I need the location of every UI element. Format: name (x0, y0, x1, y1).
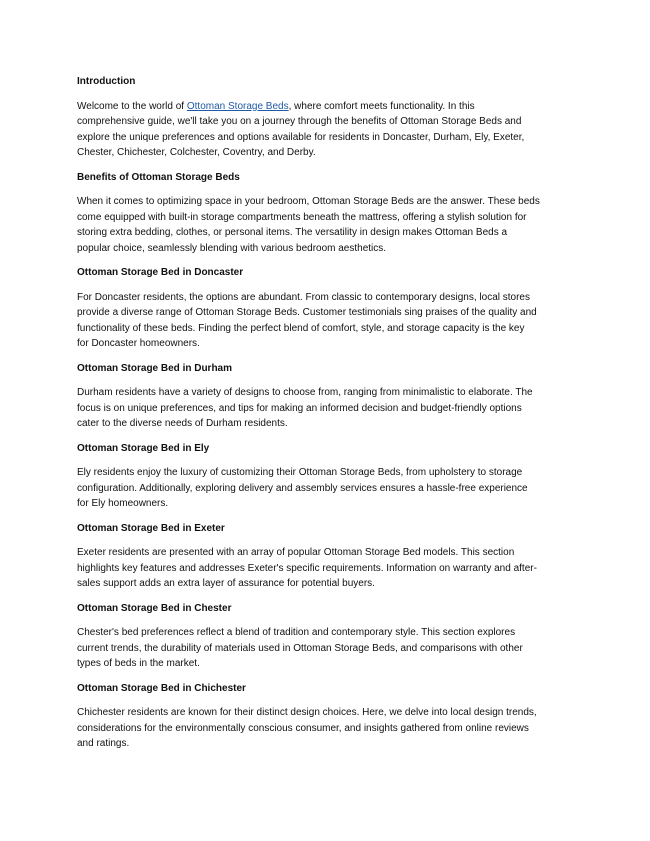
intro-line-2: comprehensive guide, we'll take you on a journey through the benefits of Ottoman Storage Beds and (77, 116, 522, 127)
intro-text-after-link: , where comfort meets functionality. In this (288, 100, 475, 112)
section-paragraph-ely (77, 465, 580, 512)
paragraph-line: focus is on unique preferences, and tips for making an informed decision and budget-friendly options (77, 402, 522, 414)
paragraph-line: Ely residents enjoy the luxury of customizing their Ottoman Storage Beds, from upholstery to storage (77, 467, 523, 478)
paragraph-line: Durham residents have a variety of designs to choose from, ranging from minimalistic to elaborate. The (77, 387, 533, 398)
paragraph-line: types of beds in the market. (77, 658, 200, 669)
intro-text-before-link: Welcome to the world of (77, 100, 187, 112)
paragraph-line: provide a diverse range of Ottoman Storage Beds. Customer testimonials sing praises of the quality and (77, 307, 537, 318)
paragraph-line: current trends, the durability of materials used in Ottoman Storage Beds, and comparisons with other (77, 642, 523, 654)
paragraph-line: cater to the diverse needs of Durham residents. (77, 418, 288, 429)
intro-heading: Introduction (77, 76, 136, 87)
paragraph-line: functionality of these beds. Finding the perfect blend of comfort, style, and storage capacity is the key (77, 322, 525, 334)
paragraph-line: configuration. Additionally, exploring delivery and assembly services ensures a hassle-free experience (77, 482, 528, 494)
paragraph-line: considerations for the environmentally conscious consumer, and insights gathered from online reviews (77, 722, 529, 734)
section-heading-exeter: Ottoman Storage Bed in Exeter (77, 522, 225, 534)
section-heading-chester: Ottoman Storage Bed in Chester (77, 602, 232, 614)
intro-line-3: explore the unique preferences and options available for residents in Doncaster, Durham, Ely, Exeter, (77, 131, 525, 143)
intro-line-1 (77, 99, 580, 115)
paragraph-line: Exeter residents are presented with an array of popular Ottoman Storage Bed models. This section (77, 547, 515, 558)
section-paragraph-exeter (77, 545, 580, 592)
paragraph-line: popular choice, seamlessly blending with various bedroom aesthetics. (77, 242, 387, 254)
section-heading-benefits: Benefits of Ottoman Storage Beds (77, 171, 240, 183)
section-paragraph-chester (77, 625, 580, 672)
paragraph-line: Chichester residents are known for their distinct design choices. Here, we delve into local design trends, (77, 707, 537, 718)
section-paragraph-doncaster (77, 290, 580, 352)
section-heading-doncaster: Ottoman Storage Bed in Doncaster (77, 267, 244, 278)
paragraph-line: When it comes to optimizing space in your bedroom, Ottoman Storage Beds are the answer. These beds (77, 196, 540, 207)
paragraph-line: for Ely homeowners. (77, 498, 169, 509)
paragraph-line: come equipped with built-in storage compartments beneath the mattress, offering a stylish solution for (77, 211, 527, 223)
section-heading-durham: Ottoman Storage Bed in Durham (77, 362, 233, 374)
ottoman-storage-beds-link[interactable]: Ottoman Storage Beds (186, 100, 289, 112)
intro-line-4: Chester, Chichester, Colchester, Coventry, and Derby. (77, 147, 316, 158)
section-heading-ely: Ottoman Storage Bed in Ely (77, 442, 210, 454)
paragraph-line: for Doncaster homeowners. (77, 338, 200, 349)
paragraph-line: highlights key features and addresses Exeter's specific requirements. Information on warranty and after- (77, 562, 537, 574)
section-paragraph-benefits (77, 194, 580, 256)
paragraph-line: sales support adds an extra layer of assurance for potential buyers. (77, 578, 375, 589)
paragraph-line: and ratings. (77, 738, 130, 749)
intro-paragraph (77, 99, 580, 161)
section-paragraph-durham (77, 385, 580, 432)
paragraph-line: For Doncaster residents, the options are abundant. From classic to contemporary designs, local stores (77, 291, 530, 303)
section-paragraph-chichester (77, 705, 580, 752)
paragraph-line: storing extra bedding, clothes, or personal items. The versatility in design makes Ottoman Beds a (77, 227, 508, 238)
section-heading-chichester: Ottoman Storage Bed in Chichester (77, 682, 246, 694)
paragraph-line: Chester's bed preferences reflect a blend of tradition and contemporary style. This section explores (77, 627, 516, 638)
